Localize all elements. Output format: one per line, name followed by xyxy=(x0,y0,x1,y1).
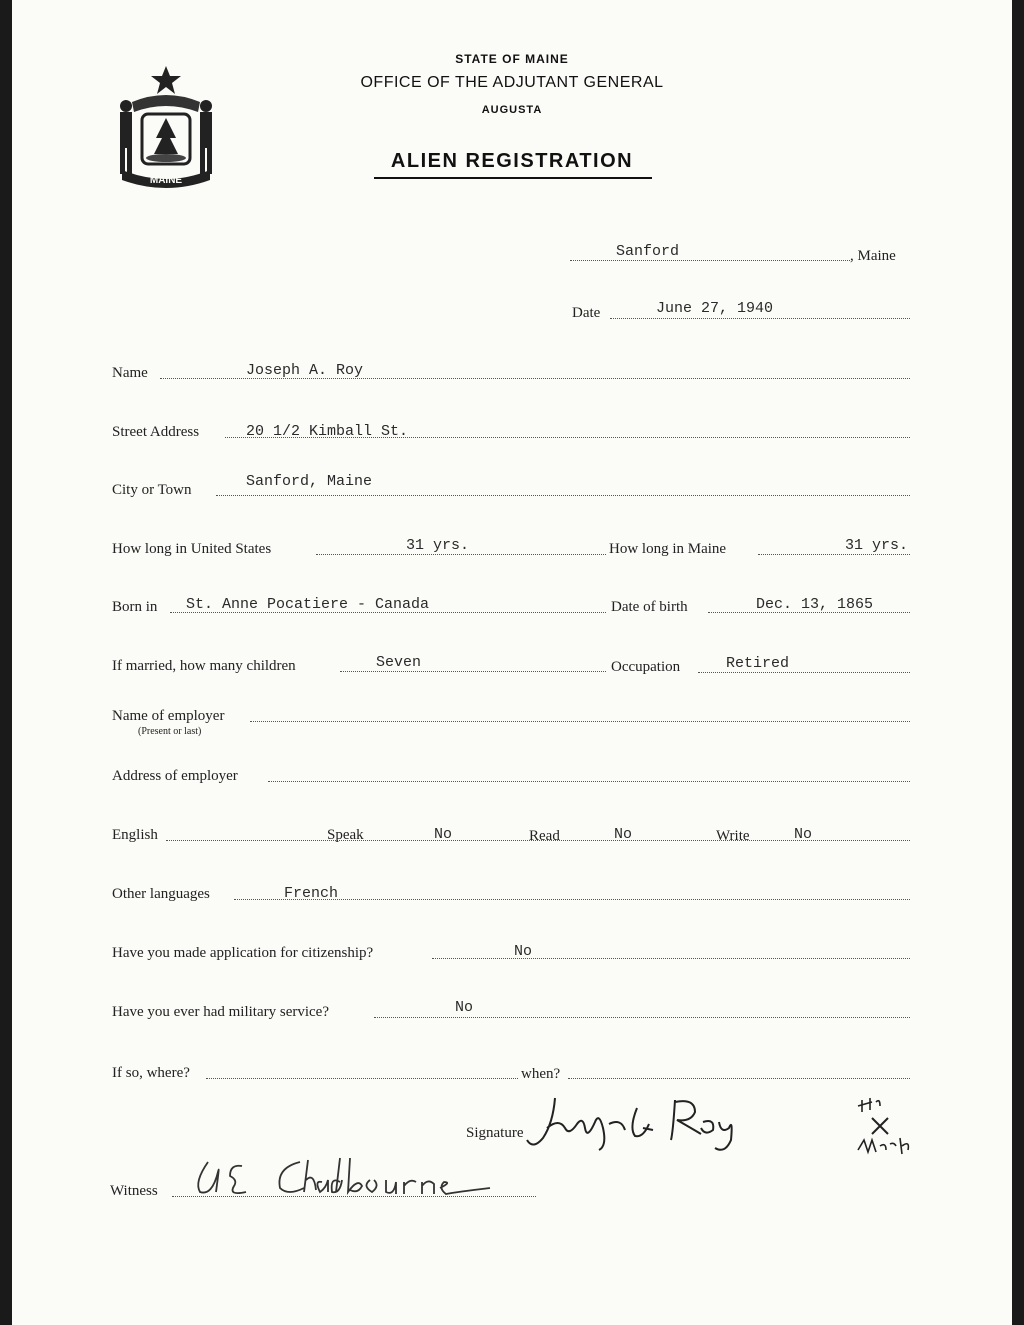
state-heading: STATE OF MAINE xyxy=(455,52,569,66)
city-value: Sanford, Maine xyxy=(246,473,373,490)
occupation-label: Occupation xyxy=(611,659,681,675)
military-label: Have you ever had military service? xyxy=(112,1004,329,1020)
when-label: when? xyxy=(521,1066,561,1082)
city-line xyxy=(216,495,910,496)
city-heading: AUGUSTA xyxy=(481,104,543,116)
name-label: Name xyxy=(112,365,148,381)
how-long-maine-label: How long in Maine xyxy=(609,541,727,557)
read-value: No xyxy=(614,826,633,843)
witness-label: Witness xyxy=(110,1183,158,1199)
date-line xyxy=(610,318,910,319)
where-line xyxy=(206,1078,518,1079)
how-long-maine-line xyxy=(758,554,910,555)
name-value: Joseph A. Roy xyxy=(246,362,364,379)
dob-label: Date of birth xyxy=(611,599,688,615)
other-languages-value: French xyxy=(284,885,339,902)
occupation-line xyxy=(698,672,910,673)
office-heading: OFFICE OF THE ADJUTANT GENERAL xyxy=(360,74,664,91)
place-value: Sanford xyxy=(616,243,680,260)
write-label: Write xyxy=(716,828,750,844)
date-label: Date xyxy=(572,305,601,321)
where-label: If so, where? xyxy=(112,1065,190,1081)
how-long-maine-value: 31 yrs. xyxy=(845,537,909,554)
how-long-us-line xyxy=(316,554,606,555)
seal-banner-text: MAINE xyxy=(149,175,183,186)
born-in-label: Born in xyxy=(112,599,158,615)
english-label: English xyxy=(112,827,158,843)
military-value: No xyxy=(455,999,474,1016)
citizenship-value: No xyxy=(514,943,533,960)
citizenship-label: Have you made application for citizenship? xyxy=(112,945,374,961)
how-long-us-label: How long in United States xyxy=(112,541,272,557)
employer-label: Name of employer xyxy=(112,708,225,724)
children-value: Seven xyxy=(376,654,422,671)
when-line xyxy=(568,1078,910,1079)
signature-label: Signature xyxy=(466,1125,524,1141)
children-line xyxy=(340,671,606,672)
citizenship-line xyxy=(432,958,910,959)
how-long-us-value: 31 yrs. xyxy=(406,537,470,554)
place-suffix: , Maine xyxy=(850,248,896,264)
signature-handwriting xyxy=(525,1088,755,1158)
born-in-value: St. Anne Pocatiere - Canada xyxy=(186,596,430,613)
title-underline xyxy=(374,177,652,179)
read-label: Read xyxy=(529,828,560,844)
children-label: If married, how many children xyxy=(112,658,296,674)
occupation-value: Retired xyxy=(726,655,790,672)
employer-sublabel: (Present or last) xyxy=(138,726,202,737)
employer-line xyxy=(250,721,910,722)
write-value: No xyxy=(794,826,813,843)
speak-value: No xyxy=(434,826,453,843)
military-line xyxy=(374,1017,910,1018)
city-label: City or Town xyxy=(112,482,192,498)
place-line xyxy=(570,260,850,261)
street-value: 20 1/2 Kimball St. xyxy=(246,423,409,440)
dob-value: Dec. 13, 1865 xyxy=(756,596,874,613)
form-title: ALIEN REGISTRATION xyxy=(390,150,634,172)
date-value: June 27, 1940 xyxy=(656,300,774,317)
his-mark-annotation xyxy=(850,1088,930,1168)
street-label: Street Address xyxy=(112,424,200,440)
speak-label: Speak xyxy=(327,827,364,843)
witness-handwriting xyxy=(190,1152,510,1202)
employer-address-line xyxy=(268,781,910,782)
other-languages-label: Other languages xyxy=(112,886,210,902)
employer-address-label: Address of employer xyxy=(112,768,238,784)
